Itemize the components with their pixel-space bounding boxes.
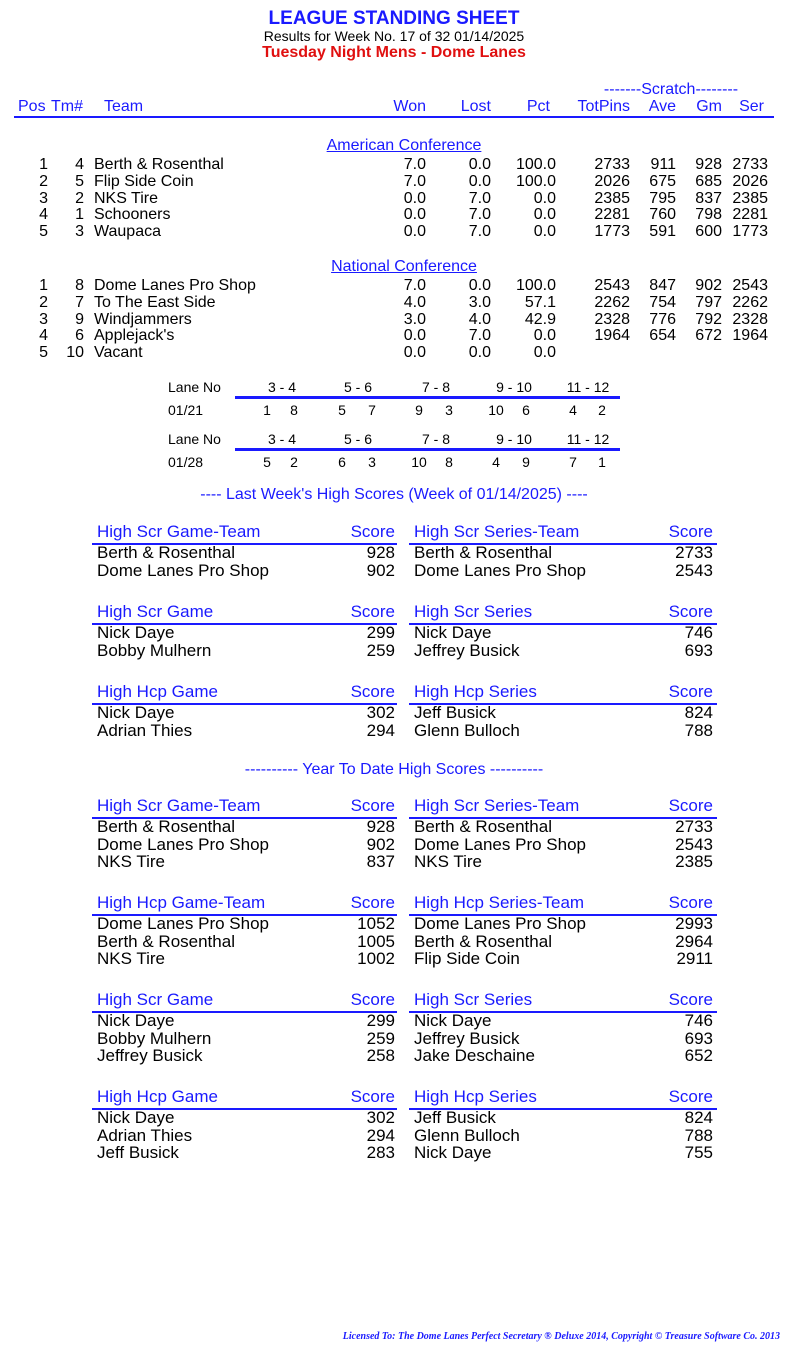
col-pos: Pos: [18, 98, 46, 115]
standing-totpins: [560, 344, 630, 361]
standing-pct: 0.0: [533, 189, 556, 207]
standing-pct: 0.0: [533, 344, 556, 362]
high-score-name: Bobby Mulhern: [97, 1028, 212, 1048]
lane-team-number: 9: [522, 454, 530, 470]
high-score-name: NKS Tire: [97, 949, 166, 968]
high-score-value: 788: [684, 720, 713, 740]
standing-ser: 1773: [732, 223, 768, 241]
col-totpins: TotPins: [577, 98, 630, 115]
standing-pct: 100.0: [515, 277, 556, 294]
high-score-name: Berth & Rosenthal: [414, 543, 552, 562]
high-score-name: Berth & Rosenthal: [97, 931, 235, 951]
high-score-name: Berth & Rosenthal: [97, 817, 235, 836]
high-score-box-score-label: Score: [668, 990, 713, 1009]
standing-lost: 0.0: [468, 172, 491, 190]
high-score-name: Jeffrey Busick: [414, 640, 520, 660]
high-score-box-title: High Hcp Game: [97, 1087, 218, 1106]
high-score-name: Berth & Rosenthal: [97, 543, 235, 562]
lane-pair-header: 3 - 4: [267, 431, 296, 447]
standing-pos: 1: [39, 156, 48, 173]
standing-gm: 928: [695, 156, 722, 173]
high-score-name: Berth & Rosenthal: [414, 817, 552, 836]
high-score-value: 1052: [357, 914, 395, 933]
lane-team-number: 2: [290, 454, 298, 470]
high-score-name: Adrian Thies: [97, 720, 193, 740]
lane-team-number: 3: [368, 454, 376, 470]
high-score-value: 294: [366, 720, 395, 740]
standing-ser: 1964: [732, 327, 768, 345]
high-score-name: Nick Daye: [414, 623, 492, 642]
high-score-value: 693: [684, 1028, 713, 1048]
high-score-value: 928: [366, 543, 395, 562]
standing-won: 0.0: [403, 344, 426, 362]
standing-pct: 0.0: [533, 327, 556, 345]
high-score-name: Jeff Busick: [414, 1108, 496, 1127]
high-score-box-title: High Scr Series-Team: [414, 522, 580, 541]
high-score-box-title: High Hcp Series-Team: [414, 893, 585, 912]
lane-team-number: 8: [290, 402, 298, 418]
high-score-box-title: High Scr Game-Team: [97, 522, 261, 541]
standing-gm: 600: [695, 223, 722, 241]
high-score-value: 294: [366, 1125, 395, 1145]
lane-team-number: 10: [488, 402, 504, 418]
high-score-box-score-label: Score: [668, 522, 713, 541]
high-score-value: 259: [366, 1028, 395, 1048]
lane-no-label: Lane No: [168, 379, 221, 395]
high-score-box-score-label: Score: [350, 682, 395, 701]
standing-totpins: 2262: [594, 293, 630, 311]
high-score-name: Adrian Thies: [97, 1125, 193, 1145]
standing-pos: 3: [39, 189, 48, 207]
high-score-box-title: High Scr Series: [414, 990, 533, 1009]
high-score-box-score-label: Score: [668, 602, 713, 621]
high-score-value: 902: [366, 560, 395, 580]
high-score-value: 299: [366, 1011, 395, 1030]
lane-pair-header: 11 - 12: [566, 379, 610, 395]
high-score-value: 2993: [675, 914, 713, 933]
standing-ave: 795: [649, 189, 676, 207]
standing-ave: 591: [649, 223, 676, 241]
standing-pos: 5: [39, 344, 48, 362]
standing-tm: 10: [66, 344, 84, 362]
standing-ave: 911: [650, 156, 676, 173]
standing-pct: 100.0: [515, 156, 556, 173]
lane-date: 01/28: [168, 454, 204, 470]
standing-ave: 654: [649, 327, 676, 345]
high-score-name: Dome Lanes Pro Shop: [414, 560, 586, 580]
standing-pct: 0.0: [533, 206, 556, 224]
standing-pct: 100.0: [515, 172, 556, 190]
standing-team: Dome Lanes Pro Shop: [94, 277, 256, 294]
standing-lost: 7.0: [468, 206, 491, 224]
high-score-name: Nick Daye: [97, 703, 175, 722]
standing-team: Schooners: [94, 206, 171, 224]
high-score-value: 693: [684, 640, 713, 660]
standing-team: Waupaca: [94, 223, 161, 241]
standing-totpins: 2026: [594, 172, 630, 190]
standing-team: NKS Tire: [94, 189, 159, 207]
standing-totpins: 2385: [594, 189, 630, 207]
high-score-value: 2543: [675, 834, 713, 854]
high-score-value: 2733: [675, 543, 713, 562]
standing-ser: 2328: [732, 310, 768, 328]
standing-totpins: 2733: [594, 156, 630, 173]
standing-pos: 4: [39, 206, 48, 224]
standing-pos: 3: [39, 310, 48, 328]
lane-team-number: 10: [411, 454, 427, 470]
high-score-box-score-label: Score: [350, 796, 395, 815]
standing-ave: 776: [649, 310, 676, 328]
lane-pair-header: 5 - 6: [343, 431, 372, 447]
standing-ave: 760: [649, 206, 676, 224]
high-score-value: 788: [684, 1125, 713, 1145]
week-subtitle: Results for Week No. 17 of 32 01/14/2025: [263, 28, 525, 44]
high-score-name: Dome Lanes Pro Shop: [97, 914, 269, 933]
standing-tm: 1: [75, 206, 84, 224]
high-score-name: Jeffrey Busick: [97, 1046, 203, 1065]
high-score-value: 2911: [676, 949, 713, 968]
lane-team-number: 8: [445, 454, 453, 470]
standing-lost: 7.0: [468, 223, 491, 241]
high-score-box-score-label: Score: [350, 1087, 395, 1106]
high-score-box-title: High Scr Game: [97, 602, 214, 621]
lane-rule: [235, 448, 620, 451]
high-score-name: Jeff Busick: [414, 703, 496, 722]
high-score-box-score-label: Score: [668, 1087, 713, 1106]
standing-lost: 3.0: [468, 293, 491, 311]
lane-pair-header: 5 - 6: [343, 379, 372, 395]
conference-title: National Conference: [331, 258, 477, 275]
standing-totpins: 2281: [594, 206, 630, 224]
high-score-name: Nick Daye: [97, 1108, 175, 1127]
high-score-value: 302: [366, 703, 395, 722]
high-score-value: 746: [684, 623, 713, 642]
high-score-name: Dome Lanes Pro Shop: [414, 914, 586, 933]
high-score-value: 652: [684, 1046, 713, 1065]
high-score-box-title: High Scr Game: [97, 990, 214, 1009]
high-score-value: 1002: [357, 949, 395, 968]
col-ave: Ave: [648, 98, 676, 115]
high-score-value: 2543: [675, 560, 713, 580]
high-score-value: 755: [684, 1143, 713, 1162]
standing-tm: 7: [75, 293, 84, 311]
high-score-value: 837: [366, 852, 395, 871]
high-score-value: 2385: [675, 852, 713, 871]
lane-team-number: 2: [598, 402, 606, 418]
high-score-name: Nick Daye: [414, 1011, 492, 1030]
high-score-box-title: High Scr Series-Team: [414, 796, 580, 815]
lane-team-number: 5: [338, 402, 346, 418]
standing-lost: 0.0: [468, 344, 491, 362]
high-score-name: Dome Lanes Pro Shop: [414, 834, 586, 854]
standing-tm: 8: [75, 277, 84, 294]
standing-won: 0.0: [403, 327, 426, 345]
standing-totpins: 1773: [594, 223, 630, 241]
high-score-box-score-label: Score: [350, 522, 395, 541]
standing-tm: 5: [75, 172, 84, 190]
standing-won: 0.0: [403, 206, 426, 224]
high-score-value: 746: [684, 1011, 713, 1030]
high-score-box-title: High Scr Series: [414, 602, 533, 621]
standing-pct: 0.0: [533, 223, 556, 241]
high-score-box-score-label: Score: [668, 893, 713, 912]
standing-gm: 837: [695, 189, 722, 207]
standing-team: Windjammers: [94, 310, 192, 328]
standing-ser: 2026: [732, 172, 768, 190]
standing-tm: 3: [75, 223, 84, 241]
standing-won: 0.0: [403, 223, 426, 241]
league-name: Tuesday Night Mens - Dome Lanes: [262, 44, 526, 61]
standing-ave: 675: [649, 172, 676, 190]
lane-pair-header: 9 - 10: [496, 379, 532, 395]
standing-gm: 792: [695, 310, 722, 328]
standing-won: 7.0: [403, 172, 426, 190]
standing-ser: 2262: [732, 293, 768, 311]
standing-team: Applejack's: [94, 327, 175, 345]
standing-totpins: 1964: [594, 327, 630, 345]
standing-team: To The East Side: [94, 293, 216, 311]
lane-team-number: 3: [445, 402, 453, 418]
standing-ser: [724, 344, 768, 361]
standing-lost: 7.0: [468, 189, 491, 207]
high-score-name: Nick Daye: [414, 1143, 492, 1162]
high-score-value: 824: [684, 703, 713, 722]
high-score-value: 302: [366, 1108, 395, 1127]
standing-pct: 42.9: [524, 310, 556, 328]
standing-gm: 685: [695, 172, 722, 190]
lane-pair-header: 7 - 8: [421, 431, 450, 447]
standing-pos: 5: [39, 223, 48, 241]
last-week-title: ---- Last Week's High Scores (Week of 01/14/2025) ----: [200, 486, 588, 503]
license-footer: Licensed To: The Dome Lanes Perfect Secretary ® Deluxe 2014, Copyright © Treasure Software Co. 2013: [342, 1331, 780, 1342]
standing-lost: 0.0: [468, 156, 491, 173]
high-score-value: 1005: [357, 931, 395, 951]
standing-won: 7.0: [403, 277, 426, 294]
standing-tm: 4: [75, 156, 84, 173]
ytd-title: ---------- Year To Date High Scores ----------: [244, 761, 544, 778]
high-score-name: Nick Daye: [97, 1011, 175, 1030]
lane-date: 01/21: [168, 402, 204, 418]
high-score-box-score-label: Score: [350, 602, 395, 621]
standing-gm: 798: [695, 206, 722, 224]
high-score-value: 2733: [675, 817, 713, 836]
high-score-box-score-label: Score: [668, 682, 713, 701]
col-ser: Ser: [739, 98, 764, 115]
standing-lost: 7.0: [468, 327, 491, 345]
standing-ave: 847: [649, 277, 676, 294]
high-score-name: Glenn Bulloch: [414, 1125, 520, 1145]
scratch-group-label: -------Scratch--------: [603, 81, 739, 98]
high-score-name: Nick Daye: [97, 623, 175, 642]
lane-rule: [235, 396, 620, 399]
high-score-name: Dome Lanes Pro Shop: [97, 560, 269, 580]
high-score-box-score-label: Score: [668, 796, 713, 815]
high-score-value: 258: [366, 1046, 395, 1065]
col-lost: Lost: [460, 98, 491, 115]
standing-team: Berth & Rosenthal: [94, 156, 224, 173]
conference-title: American Conference: [326, 137, 482, 154]
col-tm: Tm#: [51, 98, 83, 115]
high-score-value: 283: [366, 1143, 395, 1162]
standing-ser: 2385: [732, 189, 768, 207]
lane-team-number: 9: [415, 402, 423, 418]
standing-team: Vacant: [94, 344, 143, 362]
standing-won: 0.0: [403, 189, 426, 207]
lane-team-number: 4: [569, 402, 577, 418]
high-score-name: NKS Tire: [97, 852, 166, 871]
col-pct: Pct: [526, 98, 550, 115]
standing-won: 7.0: [403, 156, 426, 173]
standing-lost: 4.0: [468, 310, 491, 328]
high-score-box-title: High Hcp Game: [97, 682, 218, 701]
standing-ser: 2281: [732, 206, 768, 224]
high-score-name: Dome Lanes Pro Shop: [97, 834, 269, 854]
high-score-value: 928: [366, 817, 395, 836]
high-score-name: Jeffrey Busick: [414, 1028, 520, 1048]
standing-pct: 57.1: [524, 293, 556, 311]
standing-tm: 2: [75, 189, 84, 207]
standing-tm: 6: [75, 327, 84, 345]
lane-team-number: 1: [598, 454, 606, 470]
standing-ser: 2543: [732, 277, 768, 294]
standing-totpins: 2543: [594, 277, 630, 294]
standing-gm: 672: [695, 327, 722, 345]
standing-ave: 754: [649, 293, 676, 311]
lane-pair-header: 11 - 12: [566, 431, 610, 447]
high-score-box-score-label: Score: [350, 893, 395, 912]
high-score-value: 824: [684, 1108, 713, 1127]
lane-team-number: 4: [492, 454, 500, 470]
high-score-name: Jeff Busick: [97, 1143, 179, 1162]
col-team: Team: [104, 98, 144, 115]
standing-tm: 9: [75, 310, 84, 328]
high-score-box-score-label: Score: [350, 990, 395, 1009]
standing-totpins: 2328: [594, 310, 630, 328]
standing-pos: 4: [39, 327, 48, 345]
standing-pos: 2: [39, 172, 48, 190]
high-score-value: 902: [366, 834, 395, 854]
standing-won: 3.0: [403, 310, 426, 328]
col-won: Won: [393, 98, 426, 115]
standing-gm: [682, 344, 722, 361]
lane-pair-header: 9 - 10: [496, 431, 532, 447]
standing-team: Flip Side Coin: [94, 172, 194, 190]
standing-pos: 1: [39, 277, 48, 294]
sheet-title: LEAGUE STANDING SHEET: [268, 8, 520, 29]
standing-won: 4.0: [403, 293, 426, 311]
high-score-name: Jake Deschaine: [414, 1046, 535, 1065]
high-score-value: 2964: [675, 931, 713, 951]
standing-pos: 2: [39, 293, 48, 311]
header-rule: [14, 116, 774, 118]
col-gm: Gm: [696, 98, 722, 115]
lane-pair-header: 7 - 8: [421, 379, 450, 395]
high-score-box-title: High Hcp Series: [414, 1087, 537, 1106]
lane-team-number: 1: [263, 402, 271, 418]
standing-ave: [636, 344, 676, 361]
standing-gm: 902: [695, 277, 722, 294]
lane-no-label: Lane No: [168, 431, 221, 447]
lane-team-number: 7: [368, 402, 376, 418]
high-score-value: 259: [366, 640, 395, 660]
high-score-name: Berth & Rosenthal: [414, 931, 552, 951]
high-score-name: Flip Side Coin: [414, 949, 520, 968]
standing-ser: 2733: [732, 156, 768, 173]
high-score-value: 299: [366, 623, 395, 642]
standing-gm: 797: [695, 293, 722, 311]
lane-team-number: 5: [263, 454, 271, 470]
high-score-name: NKS Tire: [414, 852, 483, 871]
high-score-name: Bobby Mulhern: [97, 640, 212, 660]
lane-team-number: 6: [338, 454, 346, 470]
high-score-box-title: High Scr Game-Team: [97, 796, 261, 815]
standing-lost: 0.0: [468, 277, 491, 294]
high-score-name: Glenn Bulloch: [414, 720, 520, 740]
lane-team-number: 7: [569, 454, 577, 470]
high-score-box-title: High Hcp Game-Team: [97, 893, 266, 912]
lane-pair-header: 3 - 4: [267, 379, 296, 395]
high-score-box-title: High Hcp Series: [414, 682, 537, 701]
lane-team-number: 6: [522, 402, 530, 418]
